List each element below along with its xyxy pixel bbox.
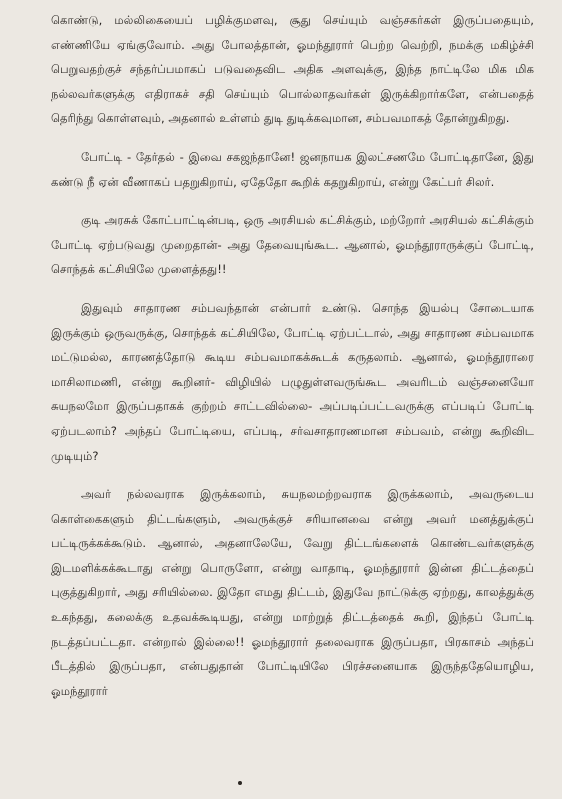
paragraph-4: இதுவும் சாதாரண சம்பவந்தான் என்பார் உண்டு. சொந்த இயல்பு சோடையாக இருக்கும் ஒருவருக்கு, சொந்தக் கட்சியிலே, போட்டி ஏற்பட்டால், அது சாதாரண சம்பவமாக மட்டுமல்ல, காரணத்தோடு கூடிய சம்பவமாகக்கூடக் கருதலாம். ஆனால், ஓமந்தூராரை மாசிலாமணி, என்று கூறினர்- விழியில் பழுதுள்ளவருங்கூட அவரிடம் வஞ்சனையோ சுயநலமோ இருப்பதாகக் குற்றம் சாட்டவில்லை- அப்படிப்பட்டவருக்கு எப்படிப் போட்டி ஏற்படலாம்? அந்தப் போட்டியை, எப்படி, சர்வசாதாரணமான சம்பவம், என்று கூறிவிட முடியும்? [51,300,534,463]
paragraph-1: கொண்டு, மல்லிகையைப் பழிக்குமளவு, சூது செய்யும் வஞ்சகர்கள் இருப்பதையும், எண்ணியே ஏங்குவோம். அது போலத்தான், ஓமந்தூரார் பெற்ற வெற்றி, நமக்கு மகிழ்ச்சி பெறுவதற்குச் சந்தர்ப்பமாகப் படுவதைவிட அதிக அளவுக்கு, இந்த நாட்டிலே மிக மிக நல்லவர்களுக்கு எதிராகச் சதி செய்யும் பொல்லாதவர்கள் இருக்கிறார்களே, என்பதைத் தெரிந்து கொள்ளவும், அதனால் உள்ளம் துடி துடிக்கவுமான, சம்பவமாகத் தோன்றுகிறது. [51,13,534,126]
paragraph-3: குடி அரசுக் கோட்பாட்டின்படி, ஒரு அரசியல் கட்சிக்கும், மற்றோர் அரசியல் கட்சிக்கும் போட்டி ஏற்படுவது முறைதான்- அது தேவையுங்கூட. ஆனால், ஓமந்தூராருக்குப் போட்டி, சொந்தக் கட்சியிலே முளைத்தது!! [51,213,534,277]
paragraph-5: அவர் நல்லவராக இருக்கலாம், சுயநலமற்றவராக இருக்கலாம், அவருடைய கொள்கைகளும் திட்டங்களும், அவருக்குச் சரியானவை என்று அவர் மனத்துக்குப் பட்டிருக்கக்கூடும். ஆனால், அதனாலேயே, வேறு திட்டங்களைக் கொண்டவர்களுக்கு இடமளிக்கக்கூடாது என்று பொருளோ, என்று வாதாடி, ஓமந்தூரார் இன்ன திட்டத்தைப் புகுத்துகிறார், அது சரியில்லை. இதோ எமது திட்டம், இதுவே நாட்டுக்கு ஏற்றது, காலத்துக்கு உகந்தது, கலைக்கு உதவக்கூடியது, என்று மாற்றுத் திட்டத்தைக் கூறி, இந்தப் போட்டி நடத்தப்பட்டதா. என்றால் இல்லை!! ஓமந்தூரார் தலைவராக இருப்பதா, பிரகாசம் அந்தப் பீடத்தில் இருப்பதா, என்பதுதான் போட்டியிலே பிரச்சனையாக இருந்ததேயொழிய, ஓமந்தூரார் [51,487,534,698]
page-mark-dot [238,781,242,785]
paragraph-2: போட்டி - தேர்தல் - இவை சகஜந்தானே! ஜனநாயக இலட்சணமே போட்டிதானே, இது கண்டு நீ ஏன் வீணாகப் பதறுகிறாய், ஏதேதோ கூறிக் கதறுகிறாய், என்று கேட்பர் சிலர். [51,149,534,189]
